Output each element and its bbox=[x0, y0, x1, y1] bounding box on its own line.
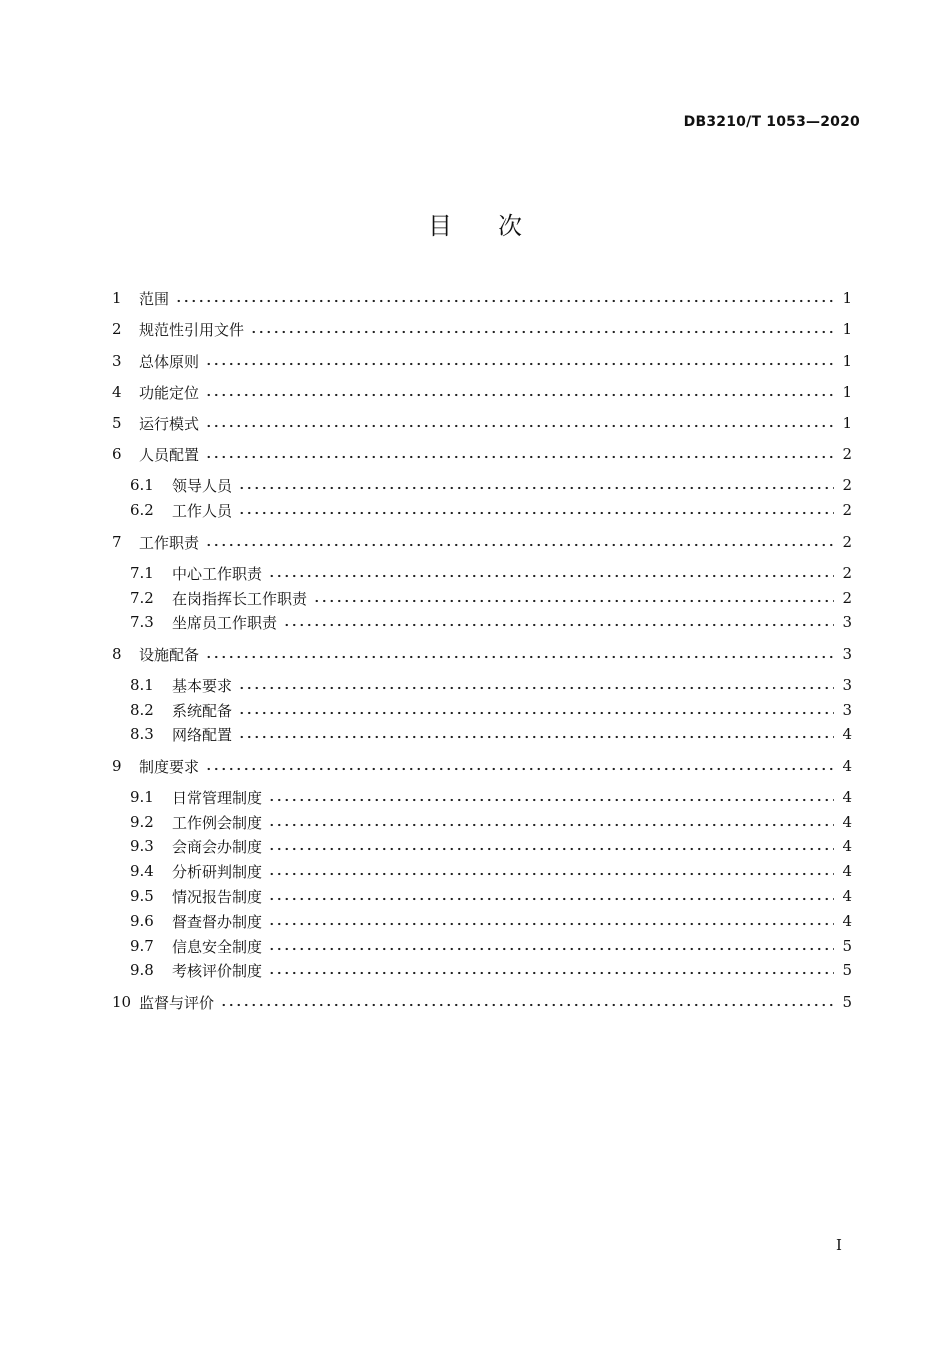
toc-entry-label: 工作人员 bbox=[172, 501, 233, 520]
toc-dot-leader bbox=[238, 510, 834, 516]
toc-entry[interactable] bbox=[112, 442, 852, 466]
footer-page-number: I bbox=[836, 1236, 842, 1254]
toc-entry[interactable] bbox=[130, 934, 852, 958]
toc-entry-number: 7.2 bbox=[130, 589, 154, 607]
toc-entry-page: 4 bbox=[842, 862, 852, 880]
toc-entry-number: 1 bbox=[112, 289, 122, 307]
toc-entry-page: 1 bbox=[842, 320, 852, 338]
toc-entry-page: 2 bbox=[842, 533, 852, 551]
toc-entry-page: 2 bbox=[842, 476, 852, 494]
toc-entry[interactable] bbox=[130, 884, 852, 908]
toc-entry-number: 6.2 bbox=[130, 501, 154, 519]
toc-entry-label: 制度要求 bbox=[139, 757, 200, 776]
toc-entry[interactable] bbox=[130, 859, 852, 883]
toc-entry-page: 3 bbox=[842, 676, 852, 694]
toc-entry-number: 8.3 bbox=[130, 725, 154, 743]
toc-entry-page: 1 bbox=[842, 414, 852, 432]
toc-entry-label: 设施配备 bbox=[139, 645, 200, 664]
toc-entry-label: 分析研判制度 bbox=[172, 862, 263, 881]
toc-entry[interactable] bbox=[112, 380, 852, 404]
toc-entry[interactable] bbox=[130, 722, 852, 746]
toc-entry-number: 8 bbox=[112, 645, 122, 663]
toc-entry-label: 坐席员工作职责 bbox=[172, 613, 278, 632]
toc-dot-leader bbox=[250, 329, 834, 335]
toc-entry-page: 3 bbox=[842, 613, 852, 631]
toc-entry[interactable] bbox=[130, 498, 852, 522]
toc-entry-label: 中心工作职责 bbox=[172, 564, 263, 583]
toc-entry-label: 会商会办制度 bbox=[172, 837, 263, 856]
toc-entry-label: 情况报告制度 bbox=[172, 887, 263, 906]
toc-entry-page: 4 bbox=[842, 725, 852, 743]
toc-dot-leader bbox=[283, 622, 834, 628]
toc-entry[interactable] bbox=[130, 698, 852, 722]
toc-entry-number: 8.1 bbox=[130, 676, 154, 694]
toc-entry-page: 4 bbox=[842, 837, 852, 855]
toc-entry[interactable] bbox=[130, 473, 852, 497]
toc-entry[interactable] bbox=[130, 586, 852, 610]
toc-dot-leader bbox=[238, 734, 834, 740]
toc-entry-page: 1 bbox=[842, 352, 852, 370]
toc-entry-page: 4 bbox=[842, 757, 852, 775]
toc-entry-label: 在岗指挥长工作职责 bbox=[172, 589, 308, 608]
toc-entry-label: 功能定位 bbox=[139, 383, 200, 402]
toc-title-char-1: 目 bbox=[428, 212, 452, 240]
toc-entry[interactable] bbox=[112, 754, 852, 778]
toc-entry-number: 7 bbox=[112, 533, 122, 551]
toc-dot-leader bbox=[238, 485, 834, 491]
toc-entry-page: 2 bbox=[842, 445, 852, 463]
toc-entry-page: 5 bbox=[842, 961, 852, 979]
toc-dot-leader bbox=[268, 871, 834, 877]
toc-dot-leader bbox=[268, 846, 834, 852]
toc-dot-leader bbox=[205, 654, 834, 660]
toc-entry[interactable] bbox=[112, 411, 852, 435]
toc-entry-number: 8.2 bbox=[130, 701, 154, 719]
toc-entry-label: 运行模式 bbox=[139, 414, 200, 433]
toc-entry-label: 信息安全制度 bbox=[172, 937, 263, 956]
toc-entry-number: 4 bbox=[112, 383, 122, 401]
toc-entry-number: 9.5 bbox=[130, 887, 154, 905]
toc-entry-number: 5 bbox=[112, 414, 122, 432]
toc-entry[interactable] bbox=[130, 909, 852, 933]
toc-entry[interactable] bbox=[130, 958, 852, 982]
toc-dot-leader bbox=[205, 454, 834, 460]
toc-dot-leader bbox=[205, 542, 834, 548]
toc-dot-leader bbox=[268, 946, 834, 952]
toc-entry-label: 工作职责 bbox=[139, 533, 200, 552]
toc-dot-leader bbox=[205, 361, 834, 367]
toc-entry-label: 规范性引用文件 bbox=[139, 320, 245, 339]
toc-dot-leader bbox=[268, 970, 834, 976]
toc-entry-page: 2 bbox=[842, 501, 852, 519]
toc-dot-leader bbox=[268, 573, 834, 579]
toc-entry-page: 3 bbox=[842, 645, 852, 663]
toc-entry-label: 考核评价制度 bbox=[172, 961, 263, 980]
toc-entry-number: 10 bbox=[112, 993, 132, 1011]
toc-entry[interactable] bbox=[112, 317, 852, 341]
toc-entry-number: 9.6 bbox=[130, 912, 154, 930]
toc-entry-label: 系统配备 bbox=[172, 701, 233, 720]
toc-dot-leader bbox=[238, 685, 834, 691]
document-code: DB3210/T 1053—2020 bbox=[683, 114, 860, 130]
toc-entry-number: 7.3 bbox=[130, 613, 154, 631]
toc-entry-label: 日常管理制度 bbox=[172, 788, 263, 807]
toc-entry-label: 工作例会制度 bbox=[172, 813, 263, 832]
toc-dot-leader bbox=[268, 896, 834, 902]
toc-entry-label: 总体原则 bbox=[139, 352, 200, 371]
toc-entry-page: 1 bbox=[842, 289, 852, 307]
toc-entry[interactable] bbox=[130, 810, 852, 834]
toc-entry-number: 9.8 bbox=[130, 961, 154, 979]
toc-entry-page: 4 bbox=[842, 887, 852, 905]
toc-entry-page: 4 bbox=[842, 813, 852, 831]
toc-entry-number: 6 bbox=[112, 445, 122, 463]
toc-entry-number: 9 bbox=[112, 757, 122, 775]
toc-entry-number: 6.1 bbox=[130, 476, 154, 494]
toc-entry-page: 5 bbox=[842, 937, 852, 955]
toc-entry-label: 基本要求 bbox=[172, 676, 233, 695]
toc-title-char-2: 次 bbox=[498, 212, 522, 240]
toc-entry[interactable] bbox=[112, 990, 852, 1014]
toc-entry-number: 9.2 bbox=[130, 813, 154, 831]
toc-entry[interactable] bbox=[112, 530, 852, 554]
toc-entry-page: 2 bbox=[842, 564, 852, 582]
toc-entry[interactable] bbox=[130, 673, 852, 697]
toc-entry-page: 1 bbox=[842, 383, 852, 401]
toc-entry-number: 9.7 bbox=[130, 937, 154, 955]
toc-entry-number: 9.4 bbox=[130, 862, 154, 880]
toc-entry-page: 3 bbox=[842, 701, 852, 719]
toc-entry-page: 4 bbox=[842, 912, 852, 930]
toc-dot-leader bbox=[205, 423, 834, 429]
toc-entry[interactable] bbox=[112, 349, 852, 373]
toc-entry-number: 2 bbox=[112, 320, 122, 338]
toc-entry[interactable] bbox=[130, 785, 852, 809]
toc-entry-label: 网络配置 bbox=[172, 725, 233, 744]
toc-entry[interactable] bbox=[130, 834, 852, 858]
toc-dot-leader bbox=[268, 921, 834, 927]
toc-dot-leader bbox=[313, 598, 834, 604]
toc-dot-leader bbox=[205, 766, 834, 772]
toc-entry-label: 督查督办制度 bbox=[172, 912, 263, 931]
toc-entry-label: 领导人员 bbox=[172, 476, 233, 495]
toc-entry[interactable] bbox=[130, 610, 852, 634]
toc-entry-page: 2 bbox=[842, 589, 852, 607]
toc-entry[interactable] bbox=[130, 561, 852, 585]
toc-entry-page: 5 bbox=[842, 993, 852, 1011]
toc-dot-leader bbox=[268, 797, 834, 803]
toc-entry[interactable] bbox=[112, 642, 852, 666]
toc-entry-number: 9.1 bbox=[130, 788, 154, 806]
toc-entry-label: 范围 bbox=[139, 289, 170, 308]
toc-dot-leader bbox=[238, 710, 834, 716]
toc-entry-page: 4 bbox=[842, 788, 852, 806]
toc-entry-number: 9.3 bbox=[130, 837, 154, 855]
toc-dot-leader bbox=[205, 392, 834, 398]
toc-dot-leader bbox=[175, 298, 834, 304]
toc-entry-number: 3 bbox=[112, 352, 122, 370]
toc-entry-label: 人员配置 bbox=[139, 445, 200, 464]
toc-entry[interactable] bbox=[112, 286, 852, 310]
toc-dot-leader bbox=[220, 1002, 834, 1008]
toc-title bbox=[0, 206, 950, 241]
toc-dot-leader bbox=[268, 822, 834, 828]
toc-entry-number: 7.1 bbox=[130, 564, 154, 582]
toc-entry-label: 监督与评价 bbox=[139, 993, 215, 1012]
